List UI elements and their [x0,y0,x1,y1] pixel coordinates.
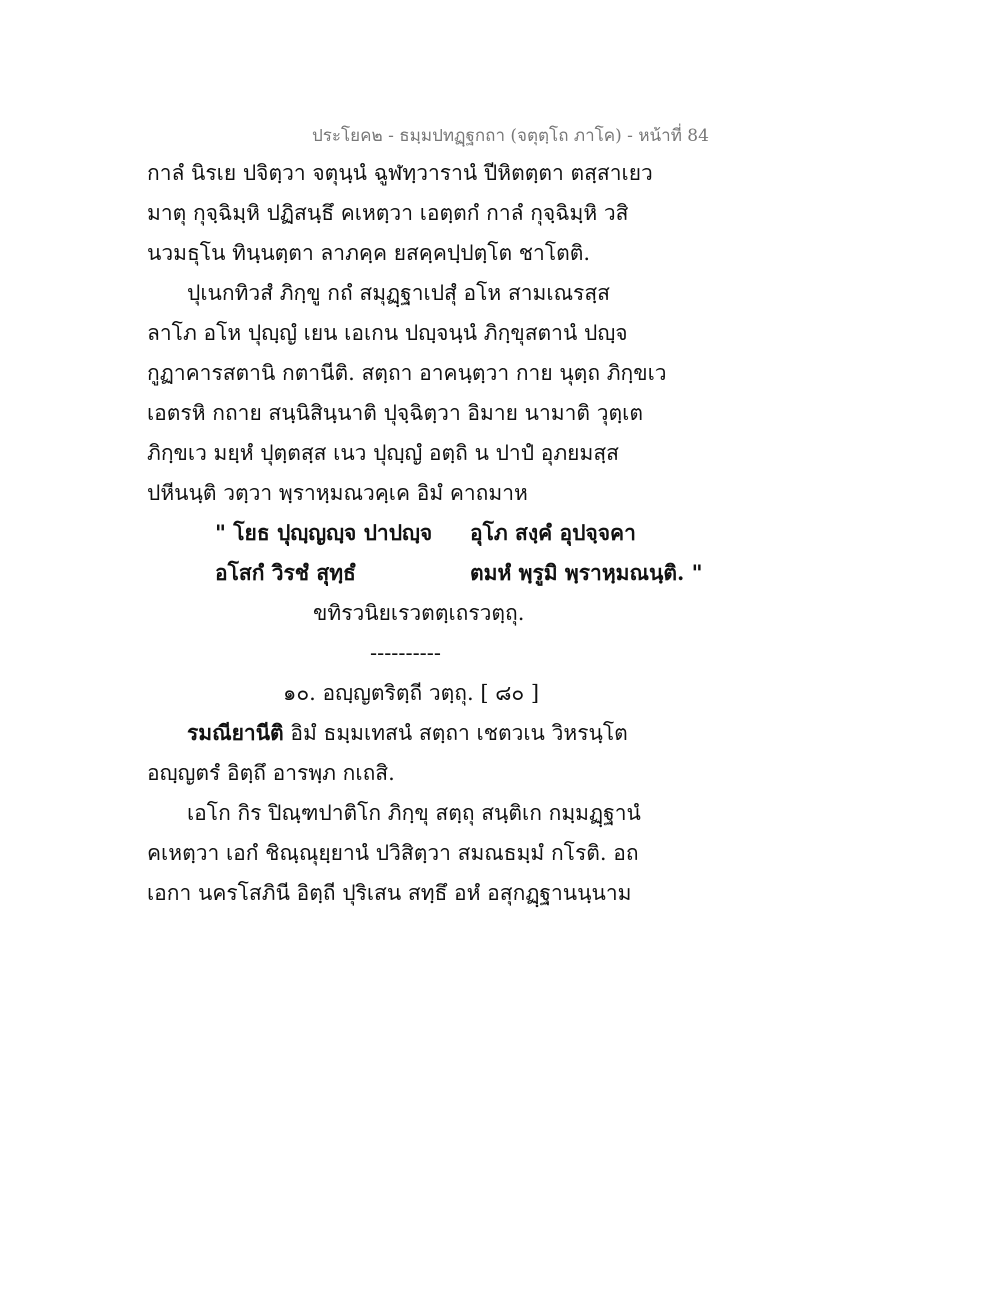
story-end-title: ขทิรวนิยเรวตตฺเถรวตฺถุ. [313,601,525,625]
text-line: ปหีนนฺติ วตฺวา พฺราหฺมณวคฺเค อิมํ คาถมาห [147,481,528,505]
text-line: ภิกฺขเว มยฺหํ ปุตฺตสฺส เนว ปุญฺญํ อตฺถิ น ปาปํ อุภยมสฺส [147,441,619,465]
text-line: เอกา นครโสภินี อิตฺถี ปุริเสน สทฺธึ อหํ อสุกฏฺฐานนฺนาม [147,881,632,905]
text-line: นวมธุโน ทินฺนตฺตา ลาภคฺค ยสคฺคปฺปตฺโต ชาโตติ. [147,241,591,265]
section-title: ๑๐. อญฺญตริตฺถี วตฺถุ. [ ๘๐ ] [283,681,540,705]
text-line: ลาโภ อโห ปุญฺญํ เยน เอเกน ปญฺจนฺนํ ภิกฺขุสตานํ ปญฺจ [147,321,628,345]
text-line: มาตุ กุจฺฉิมฺหิ ปฏิสนฺธึ คเหตฺวา เอตฺตกํ กาลํ กุจฺฉิมฺหิ วสิ [147,201,629,225]
text-line: คเหตฺวา เอกํ ชิณฺณุยฺยานํ ปวิสิตฺวา สมณธมฺมํ กโรติ. อถ [147,841,639,865]
text-line: เอโก กิร ปิณฺฑปาติโก ภิกฺขุ สตฺถุ สนฺติเก กมฺมฏฺฐานํ [187,801,641,825]
verse-line-2a: อโสกํ วิรชํ สุทฺธํ [215,560,356,585]
verse-line-1a: " โยธ ปุญฺญญฺจ ปาปญฺจ [215,520,433,545]
text-line [187,718,628,748]
verse-line-1b: อุโภ สงฺคํ อุปจฺจคา [470,520,636,545]
text-span: อิมํ ธมฺมเทสนํ สตฺถา เชตวเน วิหรนฺโต [283,721,628,745]
separator: ---------- [370,641,441,665]
verse-line-2b: ตมหํ พฺรูมิ พฺราหฺมณนฺติ. " [470,560,703,585]
page-header: ประโยค๒ - ธมฺมปทฏฺฐกถา (จตุตฺโถ ภาโค) - หน้าที่ 84 [312,126,709,146]
text-line: กาลํ นิรเย ปจิตฺวา จตุนฺนํ ฉูฬทฺวารานํ ปีหิตตฺตา ตสฺสาเยว [147,161,653,185]
text-line: ปุเนกทิวสํ ภิกฺขู กถํ สมุฏฺฐาเปสุํ อโห สามเณรสฺส [187,281,610,305]
text-line: เอตรหิ กถาย สนฺนิสินฺนาติ ปุจฺฉิตฺวา อิมาย นามาติ วุตฺเต [147,401,643,425]
text-line: อญฺญตรํ อิตฺถึ อารพฺภ กเถสิ. [147,761,395,785]
text-line: กูฏาคารสตานิ กตานีติ. สตฺถา อาคนฺตฺวา กาย นุตฺถ ภิกฺขเว [147,361,667,385]
keyword-bold: รมณียานีติ [187,720,284,745]
